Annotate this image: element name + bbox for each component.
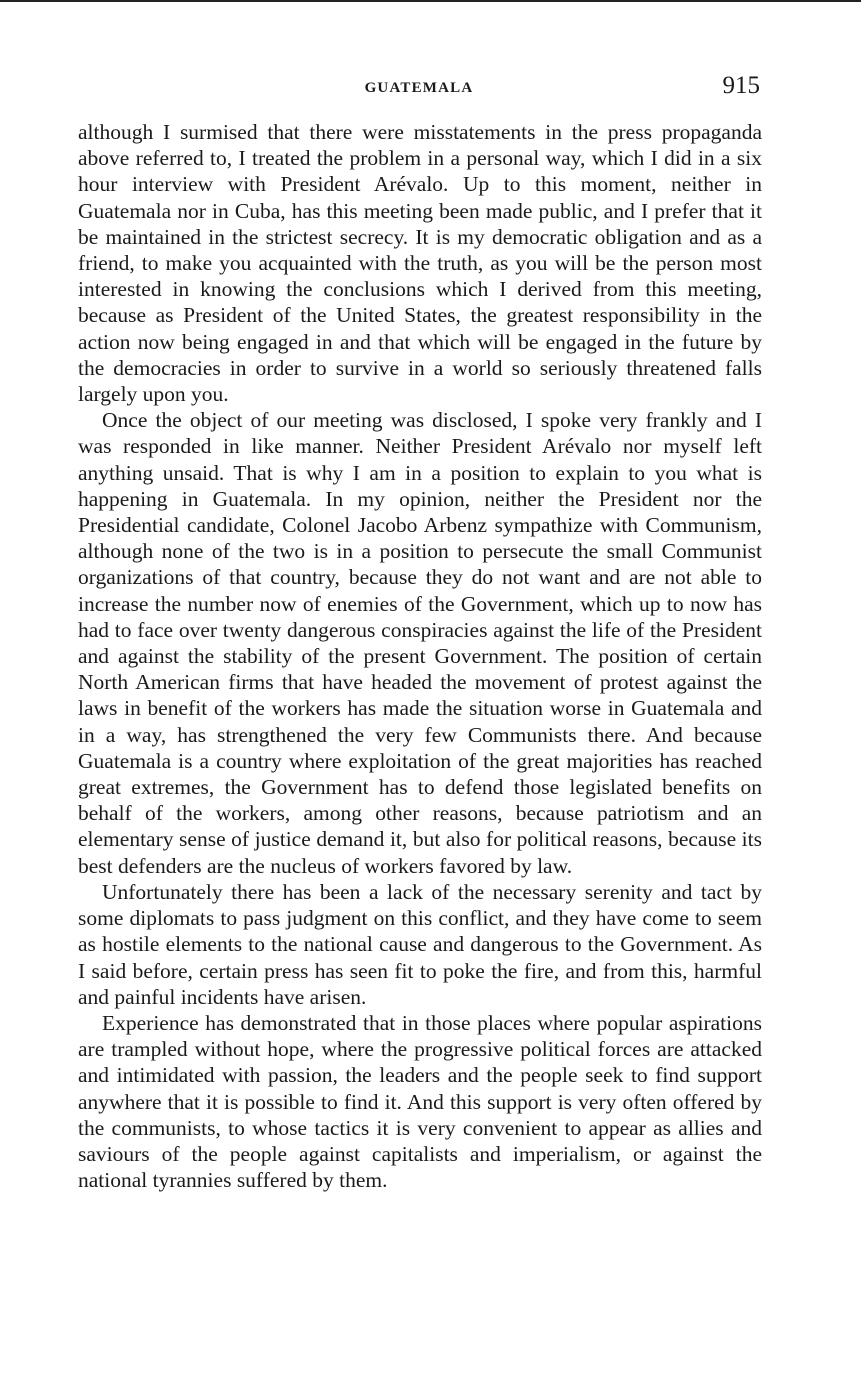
paragraph-1: although I surmised that there were misstatements in the press propaganda above referred to, I treated the problem in a personal way, which I did in a six hour interview with President Arévalo. Up to this moment, neither in Guatemala nor in Cuba, has this meeting been made public, and I prefer that it be maintained in the strictest secrecy. It is my democratic obligation and as a friend, to make you acquainted with the truth, as you will be the person most interested in knowing the conclusions which I derived from this meeting, because as President of the United States, the greatest responsibility in the action now being engaged in and that which will be engaged in the future by the democracies in order to survive in a world so seriously threatened falls largely upon you. bbox=[78, 120, 762, 407]
page-number: 915 bbox=[722, 72, 760, 99]
paragraph-3: Unfortunately there has been a lack of the necessary serenity and tact by some diplomats to pass judgment on this conflict, and they have come to seem as hostile elements to the national cause and dangerous to the Government. As I said before, certain press has seen fit to poke the fire, and from this, harmful and painful incidents have arisen. bbox=[78, 879, 762, 1009]
paragraph-2: Once the object of our meeting was disclosed, I spoke very frankly and I was responded in like manner. Neither President Arévalo nor myself left anything unsaid. That is why I am in a position to explain to you what is happening in Guatemala. In my opinion, neither the President nor the Presidential candidate, Colonel Jacobo Arbenz sympathize with Communism, although none of the two is in a position to persecute the small Communist organizations of that country, because they do not want and are not able to increase the number now of enemies of the Government, which up to now has had to face over twenty dangerous conspiracies against the life of the President and against the stability of the present Government. The position of certain North American firms that have headed the movement of protest against the laws in benefit of the workers has made the situation worse in Guatemala and in a way, has strengthened the very few Communists there. And because Guatemala is a country where exploitation of the great majorities has reached great extremes, the Government has to defend those legislated benefits on behalf of the workers, among other reasons, because patriotism and an elementary sense of justice demand it, but also for political reasons, because its best defenders are the nucleus of workers favored by law. bbox=[78, 408, 762, 878]
body-text bbox=[78, 119, 762, 1193]
running-title: GUATEMALA bbox=[364, 80, 474, 96]
running-head bbox=[78, 72, 760, 102]
paragraph-4: Experience has demonstrated that in those places where popular aspirations are trampled without hope, where the progressive political forces are attacked and intimidated with passion, the leaders and the people seek to find support anywhere that it is possible to find it. And this support is very often offered by the communists, to whose tactics it is very convenient to appear as allies and saviours of the people against capitalists and imperialism, or against the national tyrannies suffered by them. bbox=[78, 1010, 762, 1193]
